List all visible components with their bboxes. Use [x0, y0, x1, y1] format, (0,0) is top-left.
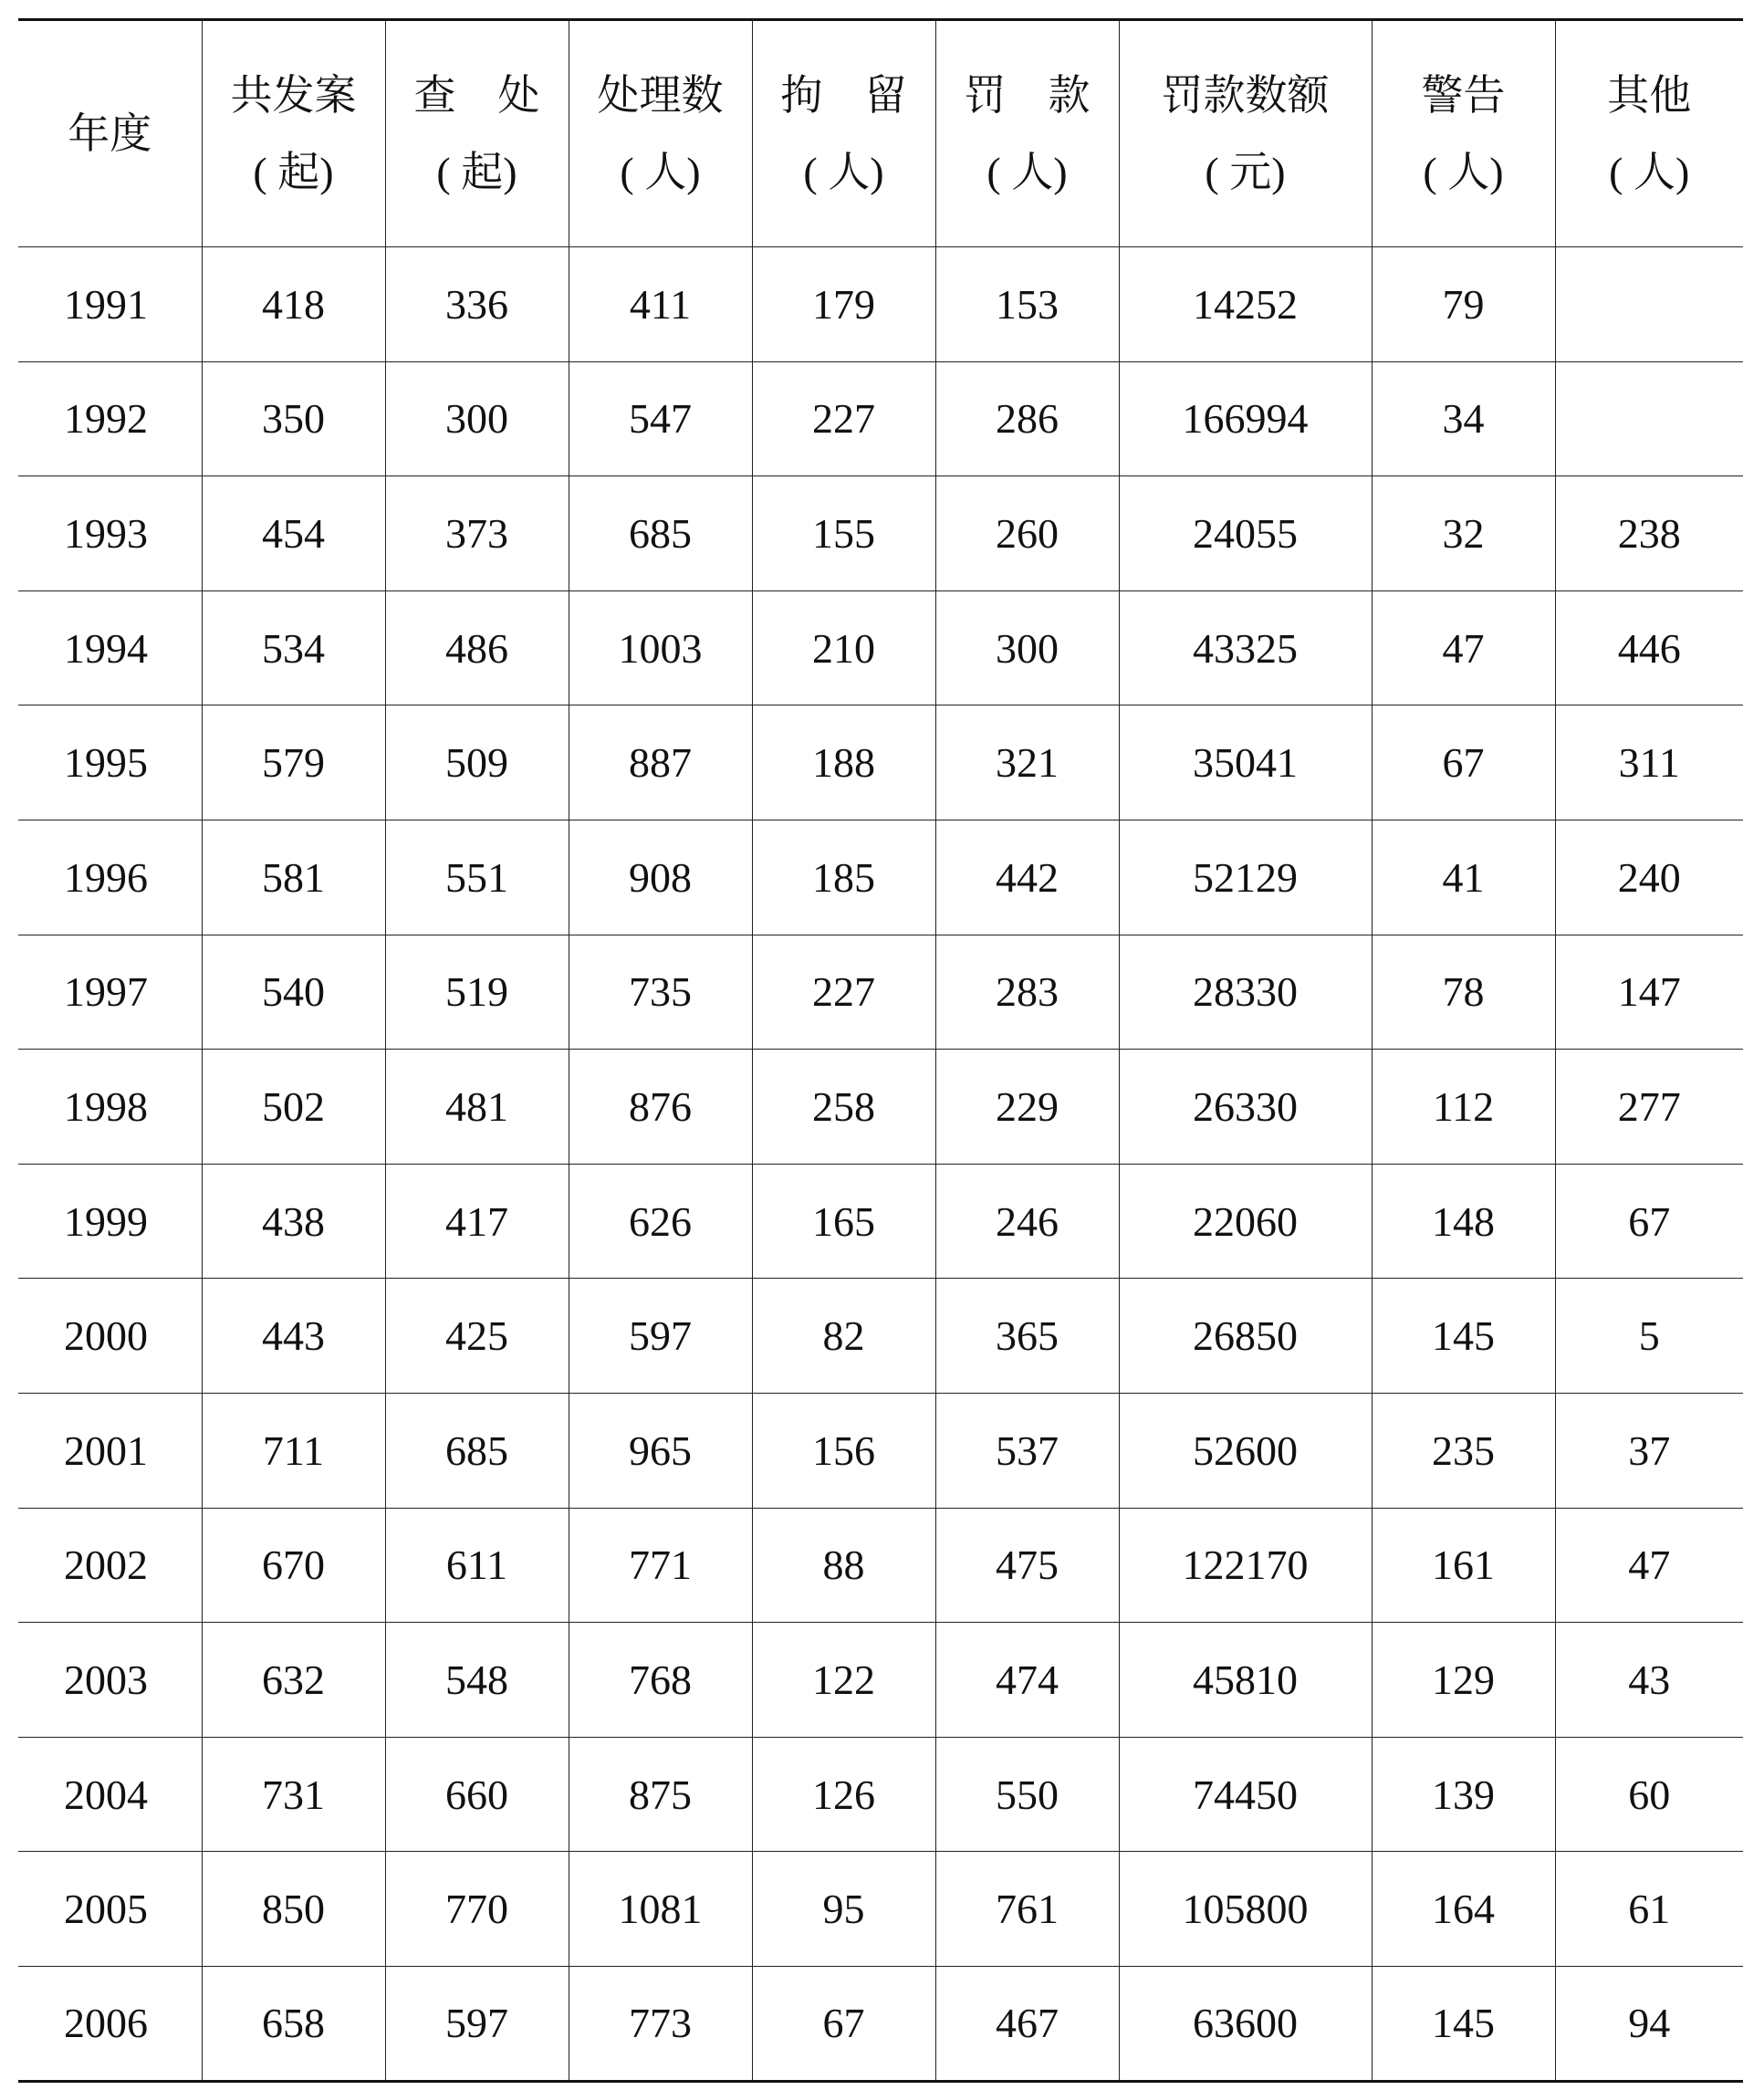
cell-cases: 454	[202, 476, 385, 591]
cell-handled: 876	[569, 1050, 752, 1165]
cell-cases: 579	[202, 705, 385, 820]
cell-year: 1994	[18, 590, 202, 705]
cell-other: 147	[1555, 935, 1743, 1050]
header-unit: ( 人)	[803, 148, 884, 195]
table-row	[18, 1508, 1743, 1623]
cell-fine-amount: 14252	[1119, 247, 1372, 362]
cell-investigated: 770	[385, 1852, 569, 1967]
cell-detained: 88	[752, 1508, 935, 1623]
cell-fined: 153	[935, 247, 1119, 362]
cell-handled: 965	[569, 1393, 752, 1508]
cell-year: 1991	[18, 247, 202, 362]
cell-year: 1995	[18, 705, 202, 820]
table-row	[18, 1737, 1743, 1852]
cell-handled: 768	[569, 1623, 752, 1738]
header-unit: ( 人)	[986, 148, 1068, 195]
header-unit: ( 人)	[1423, 148, 1504, 195]
cell-year: 2004	[18, 1737, 202, 1852]
cell-detained: 227	[752, 935, 935, 1050]
cell-other: 47	[1555, 1508, 1743, 1623]
cell-handled: 626	[569, 1164, 752, 1279]
cell-warning: 32	[1372, 476, 1555, 591]
cell-fine-amount: 22060	[1119, 1164, 1372, 1279]
cell-cases: 711	[202, 1393, 385, 1508]
cell-fined: 260	[935, 476, 1119, 591]
cell-other: 240	[1555, 820, 1743, 935]
header-title: 拘 留	[780, 71, 907, 119]
header-title: 罚款数额	[1161, 71, 1330, 119]
header-year	[18, 20, 202, 247]
cell-fined: 283	[935, 935, 1119, 1050]
table-row	[18, 476, 1743, 591]
cell-other	[1555, 361, 1743, 476]
cell-cases: 632	[202, 1623, 385, 1738]
cell-year: 2006	[18, 1966, 202, 2081]
cell-fined: 550	[935, 1737, 1119, 1852]
cell-cases: 534	[202, 590, 385, 705]
cell-fined: 229	[935, 1050, 1119, 1165]
cell-warning: 164	[1372, 1852, 1555, 1967]
cell-year: 1992	[18, 361, 202, 476]
cell-cases: 731	[202, 1737, 385, 1852]
cell-fine-amount: 26330	[1119, 1050, 1372, 1165]
table-row	[18, 247, 1743, 362]
cell-fine-amount: 35041	[1119, 705, 1372, 820]
cell-investigated: 611	[385, 1508, 569, 1623]
cell-detained: 188	[752, 705, 935, 820]
cell-other: 37	[1555, 1393, 1743, 1508]
header-title: 警告	[1421, 71, 1506, 119]
cell-handled: 1081	[569, 1852, 752, 1967]
cell-investigated: 509	[385, 705, 569, 820]
header-title: 罚 款	[964, 71, 1091, 119]
cell-fined: 286	[935, 361, 1119, 476]
cell-other: 43	[1555, 1623, 1743, 1738]
cell-cases: 443	[202, 1279, 385, 1394]
cell-fined: 475	[935, 1508, 1119, 1623]
cell-fine-amount: 63600	[1119, 1966, 1372, 2081]
cell-warning: 145	[1372, 1966, 1555, 2081]
cell-investigated: 548	[385, 1623, 569, 1738]
cell-fine-amount: 26850	[1119, 1279, 1372, 1394]
cell-cases: 658	[202, 1966, 385, 2081]
cell-warning: 148	[1372, 1164, 1555, 1279]
header-investigated	[385, 20, 569, 247]
header-cases	[202, 20, 385, 247]
cell-warning: 79	[1372, 247, 1555, 362]
cell-handled: 685	[569, 476, 752, 591]
cell-handled: 875	[569, 1737, 752, 1852]
cell-detained: 185	[752, 820, 935, 935]
cell-other: 238	[1555, 476, 1743, 591]
table-row	[18, 935, 1743, 1050]
cell-handled: 771	[569, 1508, 752, 1623]
cell-other: 5	[1555, 1279, 1743, 1394]
cell-handled: 547	[569, 361, 752, 476]
cell-investigated: 519	[385, 935, 569, 1050]
cell-fined: 761	[935, 1852, 1119, 1967]
cell-cases: 438	[202, 1164, 385, 1279]
cell-warning: 67	[1372, 705, 1555, 820]
cell-fine-amount: 45810	[1119, 1623, 1372, 1738]
cell-detained: 227	[752, 361, 935, 476]
table-row	[18, 1393, 1743, 1508]
header-title: 处理数	[597, 71, 724, 119]
cell-warning: 34	[1372, 361, 1555, 476]
cell-year: 1998	[18, 1050, 202, 1165]
cell-detained: 155	[752, 476, 935, 591]
cell-handled: 908	[569, 820, 752, 935]
cell-year: 1997	[18, 935, 202, 1050]
cell-warning: 41	[1372, 820, 1555, 935]
cell-cases: 581	[202, 820, 385, 935]
header-unit: ( 元)	[1205, 148, 1286, 195]
header-unit: ( 人)	[620, 148, 701, 195]
cell-warning: 47	[1372, 590, 1555, 705]
cell-cases: 350	[202, 361, 385, 476]
header-fine-amount	[1119, 20, 1372, 247]
cell-year: 2005	[18, 1852, 202, 1967]
cell-fine-amount: 52600	[1119, 1393, 1372, 1508]
cell-investigated: 425	[385, 1279, 569, 1394]
cell-handled: 411	[569, 247, 752, 362]
cell-handled: 597	[569, 1279, 752, 1394]
cell-investigated: 660	[385, 1737, 569, 1852]
cell-handled: 1003	[569, 590, 752, 705]
cell-cases: 418	[202, 247, 385, 362]
header-warning	[1372, 20, 1555, 247]
header-title: 查 处	[413, 71, 540, 119]
cell-warning: 235	[1372, 1393, 1555, 1508]
cell-fine-amount: 105800	[1119, 1852, 1372, 1967]
cell-investigated: 373	[385, 476, 569, 591]
cell-fined: 321	[935, 705, 1119, 820]
cell-year: 1996	[18, 820, 202, 935]
cell-detained: 210	[752, 590, 935, 705]
cell-fined: 300	[935, 590, 1119, 705]
statistics-table	[18, 18, 1743, 2083]
header-unit: ( 起)	[253, 148, 334, 195]
cell-cases: 502	[202, 1050, 385, 1165]
cell-detained: 258	[752, 1050, 935, 1165]
table-row	[18, 361, 1743, 476]
cell-warning: 78	[1372, 935, 1555, 1050]
cell-other	[1555, 247, 1743, 362]
cell-fine-amount: 52129	[1119, 820, 1372, 935]
cell-handled: 773	[569, 1966, 752, 2081]
cell-fined: 365	[935, 1279, 1119, 1394]
cell-detained: 122	[752, 1623, 935, 1738]
cell-detained: 126	[752, 1737, 935, 1852]
header-title: 年度	[68, 110, 152, 157]
cell-investigated: 481	[385, 1050, 569, 1165]
header-handled	[569, 20, 752, 247]
header-other	[1555, 20, 1743, 247]
cell-warning: 139	[1372, 1737, 1555, 1852]
cell-other: 67	[1555, 1164, 1743, 1279]
cell-investigated: 685	[385, 1393, 569, 1508]
cell-fine-amount: 166994	[1119, 361, 1372, 476]
table-row	[18, 1050, 1743, 1165]
table-row	[18, 1852, 1743, 1967]
cell-fine-amount: 43325	[1119, 590, 1372, 705]
cell-detained: 156	[752, 1393, 935, 1508]
cell-investigated: 417	[385, 1164, 569, 1279]
cell-fine-amount: 74450	[1119, 1737, 1372, 1852]
table-body	[18, 247, 1743, 2082]
cell-detained: 67	[752, 1966, 935, 2081]
cell-cases: 670	[202, 1508, 385, 1623]
cell-year: 2000	[18, 1279, 202, 1394]
cell-investigated: 597	[385, 1966, 569, 2081]
cell-fined: 246	[935, 1164, 1119, 1279]
cell-detained: 82	[752, 1279, 935, 1394]
header-title: 共发案	[230, 71, 357, 119]
cell-year: 1993	[18, 476, 202, 591]
cell-fine-amount: 24055	[1119, 476, 1372, 591]
table-header-row	[18, 20, 1743, 247]
table-row	[18, 820, 1743, 935]
header-title: 其他	[1607, 71, 1692, 119]
table-row	[18, 1164, 1743, 1279]
cell-other: 61	[1555, 1852, 1743, 1967]
cell-year: 2003	[18, 1623, 202, 1738]
cell-detained: 165	[752, 1164, 935, 1279]
table-row	[18, 590, 1743, 705]
cell-handled: 735	[569, 935, 752, 1050]
cell-detained: 179	[752, 247, 935, 362]
cell-year: 1999	[18, 1164, 202, 1279]
cell-fine-amount: 28330	[1119, 935, 1372, 1050]
header-unit: ( 人)	[1609, 148, 1690, 195]
cell-cases: 850	[202, 1852, 385, 1967]
header-fined	[935, 20, 1119, 247]
cell-handled: 887	[569, 705, 752, 820]
table-row	[18, 705, 1743, 820]
table-row	[18, 1279, 1743, 1394]
header-detained	[752, 20, 935, 247]
cell-detained: 95	[752, 1852, 935, 1967]
cell-fined: 442	[935, 820, 1119, 935]
cell-warning: 145	[1372, 1279, 1555, 1394]
cell-fined: 474	[935, 1623, 1119, 1738]
statistics-table-container	[18, 18, 1743, 2083]
cell-other: 446	[1555, 590, 1743, 705]
cell-fine-amount: 122170	[1119, 1508, 1372, 1623]
cell-cases: 540	[202, 935, 385, 1050]
header-unit: ( 起)	[436, 148, 517, 195]
cell-warning: 161	[1372, 1508, 1555, 1623]
cell-warning: 129	[1372, 1623, 1555, 1738]
cell-other: 94	[1555, 1966, 1743, 2081]
cell-warning: 112	[1372, 1050, 1555, 1165]
table-row	[18, 1623, 1743, 1738]
cell-investigated: 300	[385, 361, 569, 476]
table-row	[18, 1966, 1743, 2081]
cell-other: 277	[1555, 1050, 1743, 1165]
cell-investigated: 486	[385, 590, 569, 705]
cell-investigated: 551	[385, 820, 569, 935]
cell-investigated: 336	[385, 247, 569, 362]
cell-other: 311	[1555, 705, 1743, 820]
cell-year: 2002	[18, 1508, 202, 1623]
cell-other: 60	[1555, 1737, 1743, 1852]
cell-fined: 467	[935, 1966, 1119, 2081]
cell-fined: 537	[935, 1393, 1119, 1508]
cell-year: 2001	[18, 1393, 202, 1508]
